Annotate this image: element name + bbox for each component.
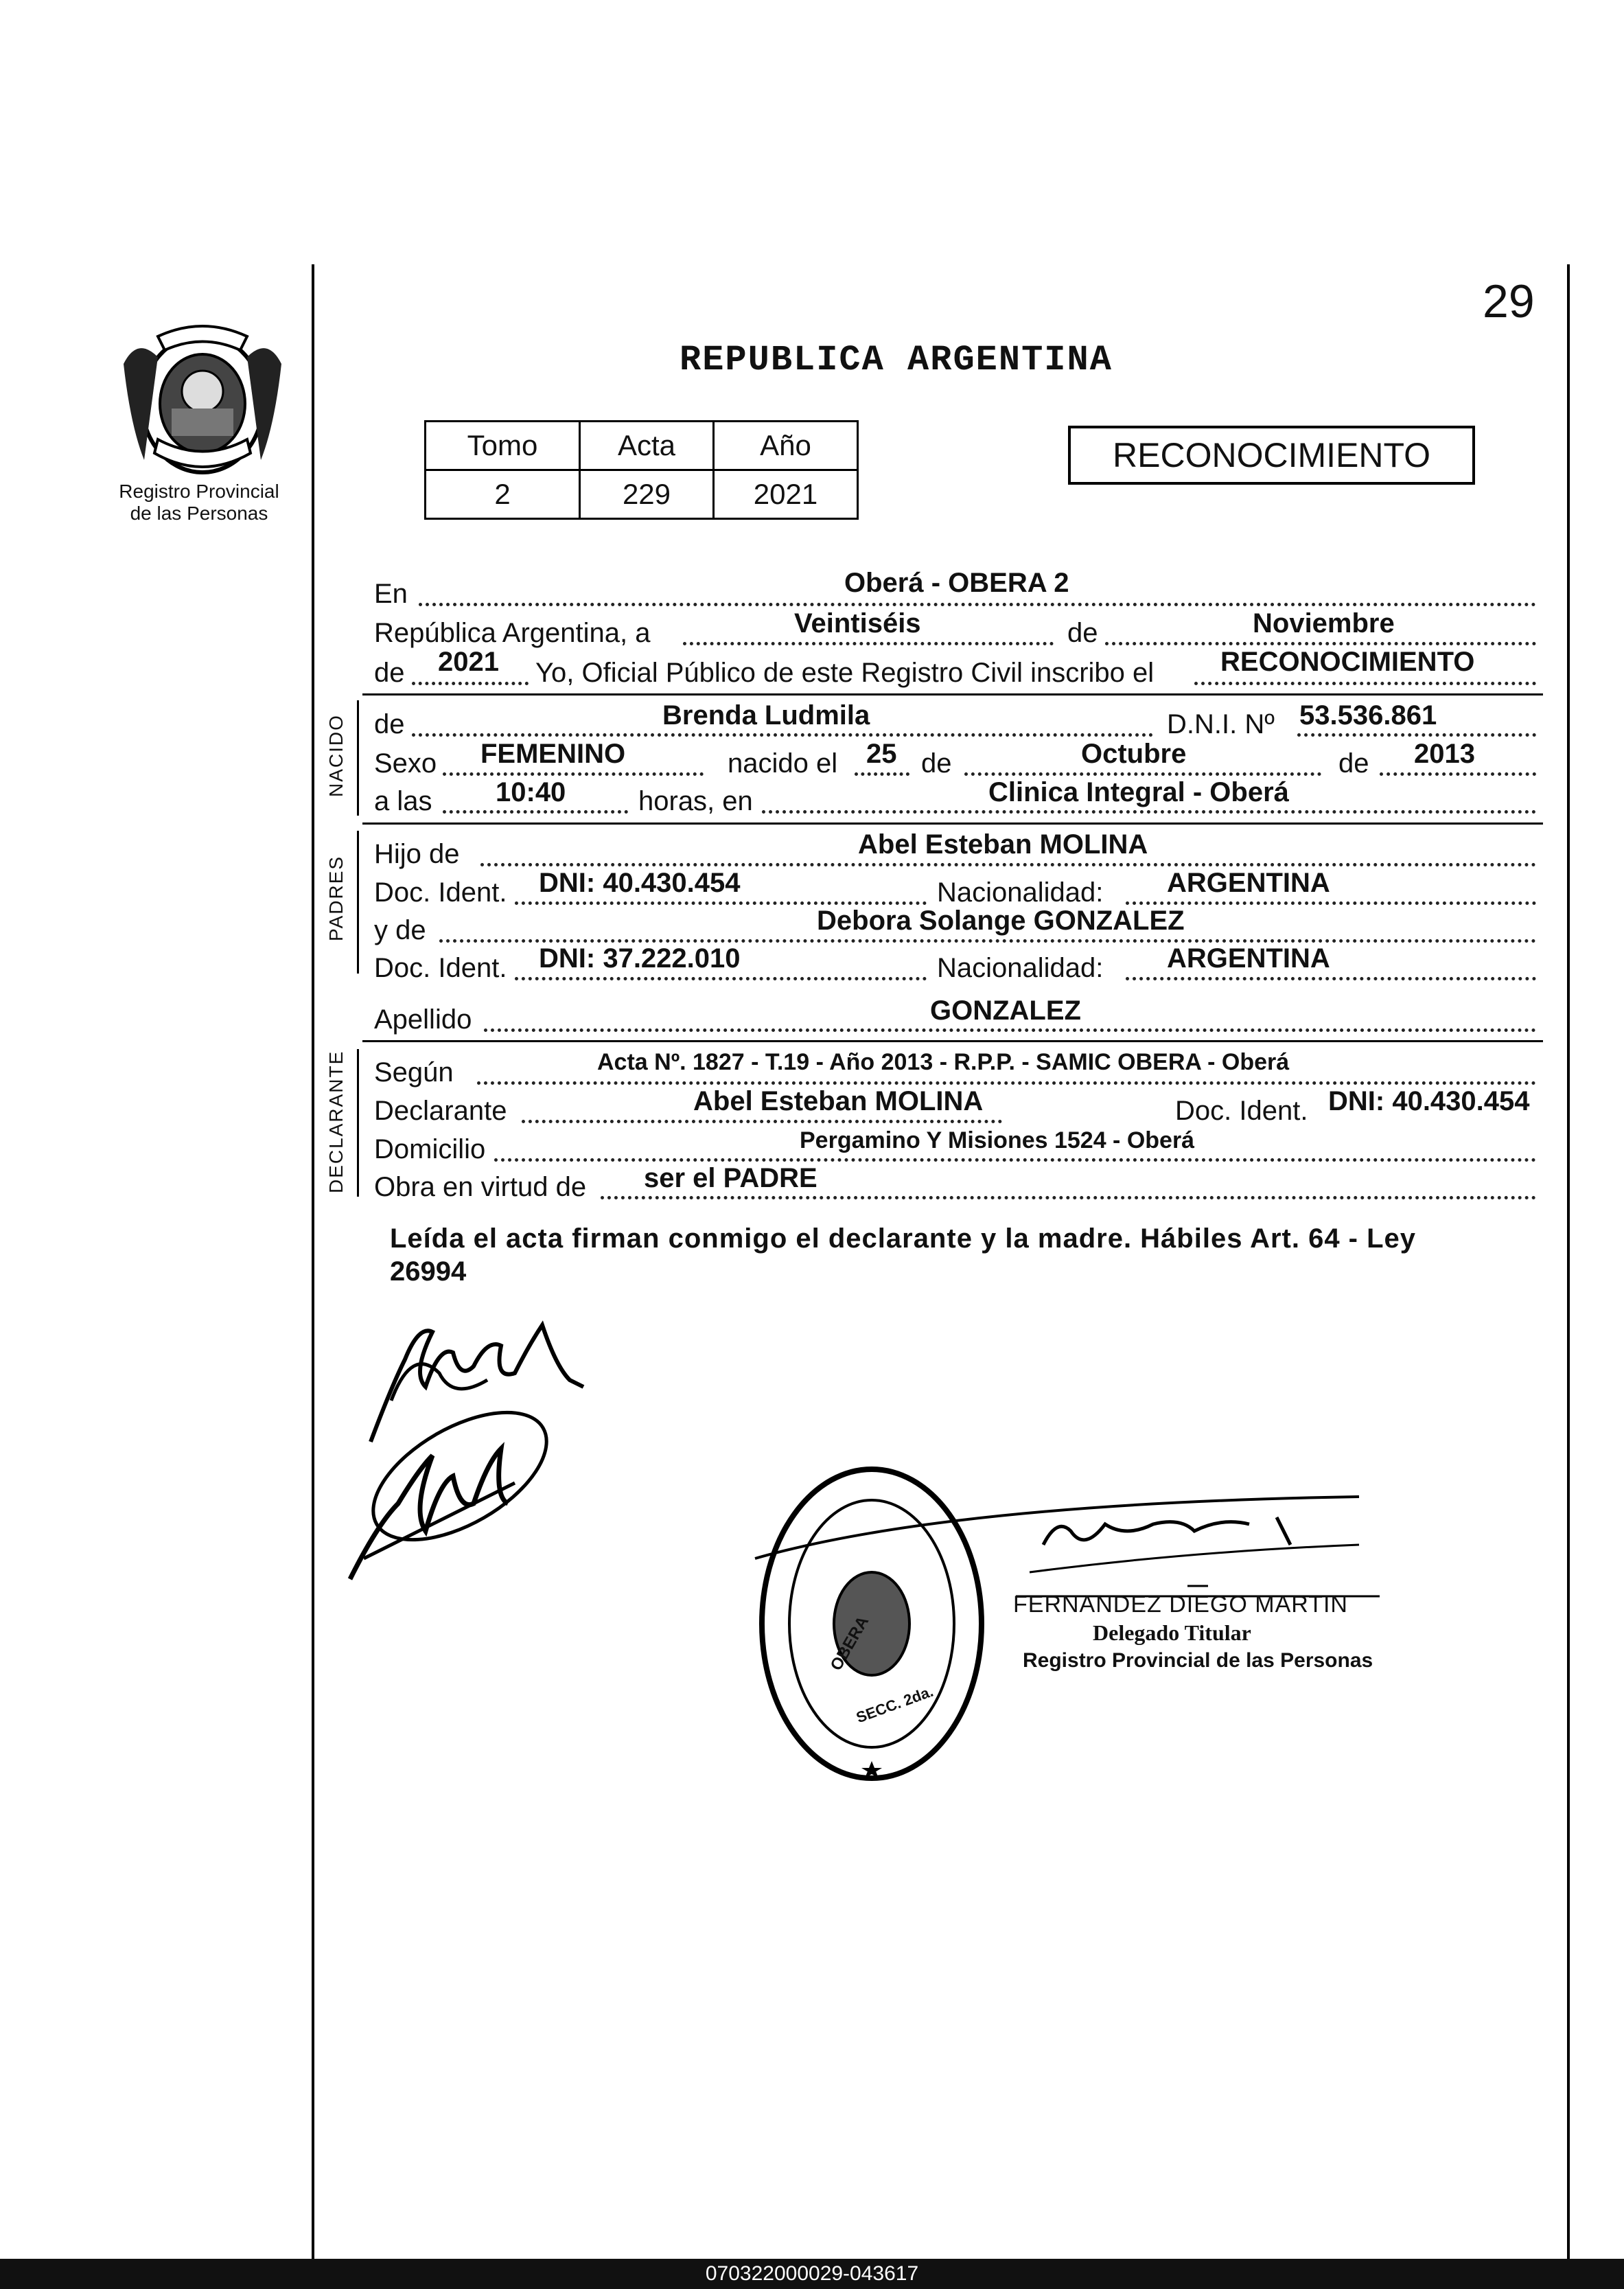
dots [515, 901, 927, 905]
section-divider [362, 823, 1543, 825]
dots [1380, 772, 1536, 776]
father-name-value: Abel Esteban MOLINA [858, 829, 1148, 860]
section-divider [362, 693, 1543, 695]
sexo-value: FEMENINO [480, 739, 626, 769]
section-bracket [357, 831, 359, 974]
obra-value: ser el PADRE [644, 1163, 817, 1193]
dots [762, 810, 1536, 814]
dots [419, 603, 1536, 606]
dots [412, 733, 1153, 737]
dots [515, 977, 927, 980]
dots [477, 1081, 1536, 1085]
declarante-value: Abel Esteban MOLINA [693, 1086, 984, 1116]
table-cell: 2021 [714, 470, 858, 519]
misiones-seal-logo [117, 323, 288, 481]
segun-value: Acta Nº. 1827 - T.19 - Año 2013 - R.P.P. - SAMIC OBERA - Oberá [597, 1049, 1290, 1075]
table-header: Año [714, 422, 858, 470]
month-value: Noviembre [1253, 608, 1395, 639]
stamp-text [858, 1469, 859, 1470]
nacionalidad-label: Nacionalidad: [937, 953, 1104, 983]
child-dni-value: 53.536.861 [1299, 700, 1437, 731]
act-type-box: RECONOCIMIENTO [1068, 426, 1475, 485]
de-label: de [1067, 618, 1098, 648]
dots [964, 772, 1321, 776]
register-table [424, 420, 859, 520]
doc-label: Doc. Ident. [374, 877, 507, 908]
right-margin-line [1567, 264, 1570, 2259]
official-title: Delegado Titular [1093, 1620, 1251, 1645]
doc-label: Doc. Ident. [1175, 1096, 1308, 1126]
birth-day-value: 25 [866, 739, 897, 769]
horas-label: horas, en [638, 786, 753, 816]
dots [443, 810, 628, 814]
official-signature [741, 1476, 1380, 1607]
birth-place-value: Clinica Integral - Oberá [988, 777, 1289, 807]
mother-name-value: Debora Solange GONZALEZ [817, 906, 1185, 936]
closing-statement-line2: 26994 [390, 1256, 467, 1287]
de-label: de [1338, 748, 1369, 779]
dots [1126, 901, 1536, 905]
officer-text: Yo, Oficial Público de este Registro Civil inscribo el [535, 658, 1155, 688]
obra-label: Obra en virtud de [374, 1172, 587, 1202]
table-cell: 229 [580, 470, 714, 519]
dots [443, 772, 704, 776]
en-label: En [374, 579, 408, 609]
declarante-doc-value: DNI: 40.430.454 [1328, 1086, 1530, 1116]
alas-label: a las [374, 786, 432, 816]
place-value: Oberá - OBERA 2 [844, 568, 1069, 598]
time-value: 10:40 [496, 777, 566, 807]
act-type-value: RECONOCIMIENTO [1220, 647, 1475, 677]
mother-nat-value: ARGENTINA [1167, 943, 1330, 974]
table-header: Tomo [426, 422, 580, 470]
birth-month-value: Octubre [1081, 739, 1187, 769]
section-label-padres: PADRES [325, 855, 347, 941]
dots [1297, 733, 1536, 737]
sexo-label: Sexo [374, 748, 437, 779]
apellido-value: GONZALEZ [930, 996, 1081, 1026]
section-bracket [357, 1049, 359, 1197]
de-label: de [921, 748, 952, 779]
dots [1105, 642, 1536, 645]
doc-label: Doc. Ident. [374, 953, 507, 983]
table-cell: 2 [426, 470, 580, 519]
dots [1194, 682, 1536, 685]
dots [484, 1028, 1536, 1032]
mother-doc-value: DNI: 37.222.010 [539, 943, 741, 974]
dots [494, 1158, 1536, 1162]
stamp-sub: SECC. 2da. [854, 1682, 936, 1727]
left-margin-line [312, 264, 314, 2259]
nacido-label: nacido el [728, 748, 838, 779]
section-divider [362, 1040, 1543, 1042]
official-org: Registro Provincial de las Personas [1023, 1649, 1373, 1672]
segun-label: Según [374, 1057, 454, 1088]
birth-year-value: 2013 [1414, 739, 1475, 769]
dots [439, 939, 1536, 943]
day-value: Veintiséis [794, 608, 921, 639]
closing-statement-line1: Leída el acta firman conmigo el declarante y la madre. Hábiles Art. 64 - Ley [390, 1223, 1417, 1254]
dots [601, 1196, 1536, 1199]
dots [412, 682, 529, 685]
document-footer-code: 070322000029-043617 [0, 2259, 1624, 2289]
stamp-city: OBERA [826, 1613, 873, 1675]
year-value: 2021 [438, 647, 499, 677]
dots [480, 863, 1536, 866]
domicilio-value: Pergamino Y Misiones 1524 - Oberá [800, 1127, 1195, 1153]
nacionalidad-label: Nacionalidad: [937, 877, 1104, 908]
page-number: 29 [1483, 275, 1535, 327]
logo-caption-line2: de las Personas [130, 503, 268, 524]
child-name-value: Brenda Ludmila [662, 700, 870, 731]
dots [1126, 977, 1536, 980]
dots [683, 642, 1054, 645]
country-title: REPUBLICA ARGENTINA [680, 340, 1113, 380]
section-label-declarante: DECLARANTE [325, 1050, 347, 1193]
de-label: de [374, 658, 405, 688]
logo-caption-line1: Registro Provincial [119, 481, 279, 502]
father-doc-value: DNI: 40.430.454 [539, 868, 741, 898]
declarante-label: Declarante [374, 1096, 507, 1126]
de-label: de [374, 709, 405, 739]
dots [522, 1120, 1002, 1123]
yde-label: y de [374, 915, 426, 945]
dots [855, 772, 909, 776]
father-nat-value: ARGENTINA [1167, 868, 1330, 898]
republica-label: República Argentina, a [374, 618, 651, 648]
table-header: Acta [580, 422, 714, 470]
domicilio-label: Domicilio [374, 1134, 486, 1164]
official-name: FERNANDEZ DIEGO MARTIN [1013, 1591, 1348, 1618]
section-bracket [357, 700, 359, 816]
dni-label: D.N.I. Nº [1167, 709, 1275, 739]
apellido-label: Apellido [374, 1004, 472, 1035]
hijo-label: Hijo de [374, 839, 460, 869]
mother-signature [336, 1401, 563, 1586]
section-label-nacido: NACIDO [325, 714, 347, 797]
